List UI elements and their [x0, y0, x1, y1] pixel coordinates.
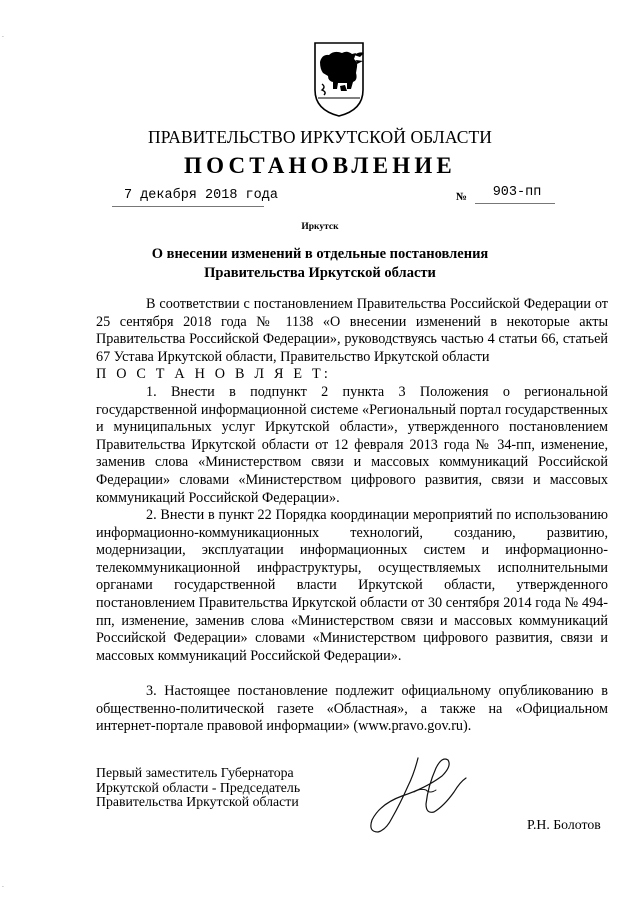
position-line: Иркутской области - Председатель — [96, 779, 301, 795]
city-name: Иркутск — [301, 222, 339, 232]
coat-of-arms-emblem — [312, 40, 366, 118]
handwritten-signature — [356, 752, 474, 838]
position-line: Первый заместитель Губернатора — [96, 765, 294, 780]
number-underline — [475, 203, 555, 204]
organization-name: ПРАВИТЕЛЬСТВО ИРКУТСКОЙ ОБЛАСТИ — [147, 127, 493, 147]
signer-name: Р.Н. Болотов — [527, 817, 601, 832]
item-2-paragraph: 2. Внести в пункт 22 Порядка координации мероприятий по использованию информационно-коммуникационных технологий, созданию, развитию, модернизации, эксплуатации информационных систем и информационно-телекоммуникационной инфраструктуры, осуществляемых исполнительными органами государственной власти Иркутской области, утвержденного постановлением Правительства Иркутской области от 30 сентября 2014 года № 494-пп, изменение, заменив слова «Министерством связи и массовых коммуникаций Российской Федерации» словами «Министерством цифрового развития, связи и массовых коммуникаций Российской Федерации». — [96, 507, 608, 664]
document-date: 7 декабря 2018 года — [124, 188, 278, 203]
number-label: № — [456, 191, 468, 203]
resolves-heading: П О С Т А Н О В Л Я Е Т: — [96, 366, 331, 382]
document-title: О внесении изменений в отдельные постановления Правительства Иркутской области — [151, 246, 489, 281]
document-type: ПОСТАНОВЛЕНИЕ — [184, 153, 456, 178]
document-number: 903-пп — [492, 185, 542, 200]
date-underline — [112, 206, 264, 207]
position-line: Правительства Иркутской области — [96, 794, 299, 809]
signatory-position — [96, 766, 300, 810]
intro-paragraph: В соответствии с постановлением Правительства Российской Федерации от 25 сентября 2018 года № 1138 «О внесении изменений в некоторые акты Правительства Российской Федерации», руководствуясь частью 4 статьи 66, статьей 67 Устава Иркутской области, Правительство Иркутской области — [96, 296, 608, 365]
page-edge-mark: · — [2, 34, 4, 41]
item-3-paragraph: 3. Настоящее постановление подлежит официальному опубликованию в общественно-политической газете «Областная», а также на «Официальном интернет-портале правовой информации» (www.pravo.gov.ru). — [96, 683, 608, 735]
page-edge-mark: · — [2, 884, 4, 891]
item-1-paragraph: 1. Внести в подпункт 2 пункта 3 Положения о региональной государственной информационной системе «Региональный портал государственных и муниципальных услуг Иркутской области», утвержденного постановлением Правительства Иркутской области от 12 февраля 2013 года № 34-пп, изменение, заменив слова «Министерством связи и массовых коммуникаций Российской Федерации» словами «Министерством цифрового развития, связи и массовых коммуникаций Российской Федерации». — [96, 384, 608, 506]
